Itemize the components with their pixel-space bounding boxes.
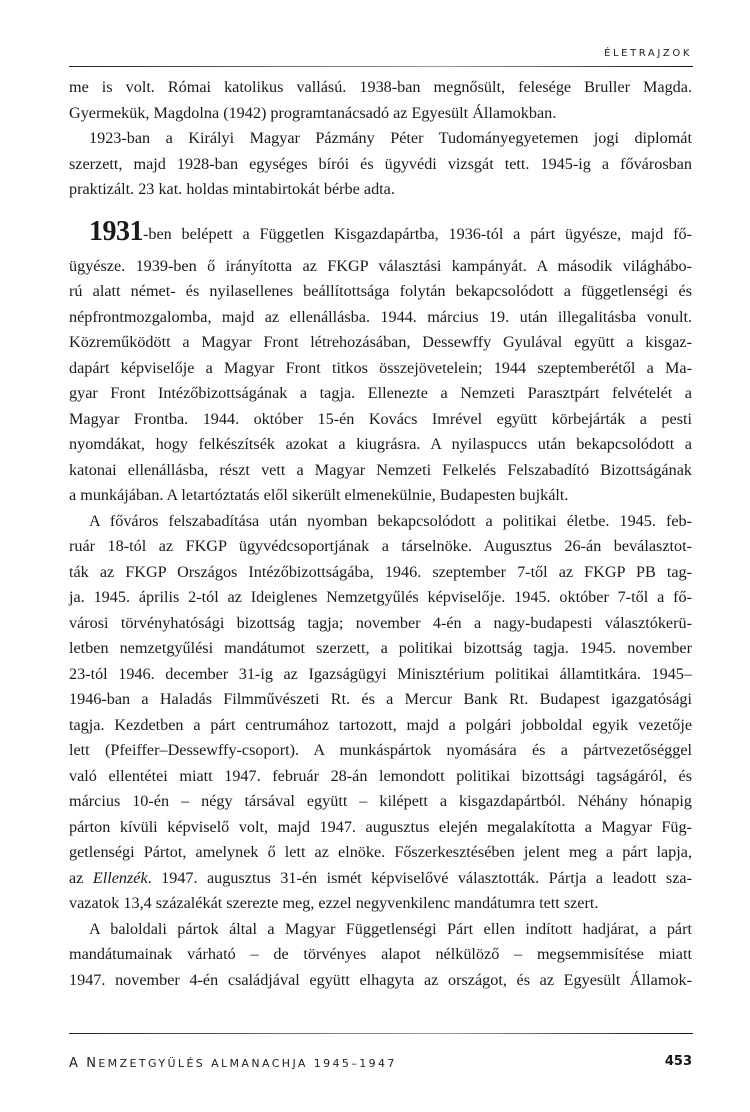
paragraph-postwar (69, 509, 692, 917)
footer-initial-n: N (86, 1056, 99, 1071)
paragraph-gap (69, 203, 692, 218)
text-line: vazatok 13,4 százalékát szerezte meg, ezzel negyvenkilenc mandátumra tett szert. (69, 894, 599, 912)
paragraph-education (69, 126, 692, 203)
text-line: 1923-ban a Királyi Magyar Pázmány Péter Tudományegyetemen jogi diplomát (89, 129, 692, 147)
text-line: nyomdákat, hogy felkészítsék azokat a kiugrásra. A nyilaspuccs után bekapcsolódott a (69, 435, 692, 453)
text-line: me is volt. Római katolikus vallású. 1938-ban megnősült, felesége Bruller Magda. (69, 78, 692, 96)
text-line: a munkájában. A letartóztatás elől sikerült elmenekülnie, Budapesten bujkált. (69, 486, 569, 504)
footer-initial-a: A (69, 1056, 81, 1071)
page-number: 453 (664, 1054, 692, 1069)
text-line: ügyésze. 1939-ben ő irányította az FKGP választási kampányát. A második világhábo- (69, 256, 692, 275)
text-fragment: az (69, 868, 93, 887)
newspaper-title: Ellenzék (92, 868, 148, 887)
text-line: ták az FKGP Országos Intézőbizottságába, 1946. szeptember 7-től az FKGP PB tag- (69, 562, 692, 581)
lead-year: 1931 (89, 215, 143, 247)
text-line: getlenségi Pártot, amelynek ő lett az elnöke. Főszerkesztésében jelent meg a párt lapja, (69, 843, 692, 861)
text-line: Magyar Frontba. 1944. október 15-én Kovács Imrével együtt körbejárták a pesti (69, 409, 692, 428)
biography-text (69, 75, 692, 993)
text-line: tagja. Kezdetben a párt centrumához tartozott, majd a polgári jobboldal egyik vezetője (69, 715, 692, 734)
text-line: gyar Front Intézőbizottságának a tagja. Ellenezte a Nemzeti Parasztpárt felvételét a (69, 384, 692, 402)
text-line: rú alatt német- és nyilasellenes beállítottsága folytán bekapcsolódott a függetlenségi és (69, 282, 692, 300)
text-line: városi törvényhatósági bizottság tagja; november 4-én a nagy-budapesti választókerü- (69, 613, 692, 632)
text-line: dapárt képviselője a Magyar Front titkos összejövetelein; 1944 szeptemberétől a Ma- (69, 358, 692, 377)
running-head: ÉLETRAJZOK (604, 48, 692, 59)
text-line: szerzett, majd 1928-ban egységes bírói és ügyvédi vizsgát tett. 1945-ig a fővárosban (69, 154, 692, 173)
text-line: párton kívüli képviselő volt, majd 1947. augusztus elején megalakította a Magyar Füg- (69, 817, 692, 836)
text-line: Gyermekük, Magdolna (1942) programtanácsadó az Egyesült Államokban. (69, 103, 557, 122)
footer-title-rest: EMZETGYÜLÉS ALMANACHJA 1945–1947 (98, 1057, 397, 1070)
text-line: lett (Pfeiffer–Dessewffy-csoport). A munkáspártok nyomására és a pártvezetőséggel (69, 741, 692, 759)
text-line-lead (69, 215, 692, 254)
text-line-with-italic (69, 866, 692, 892)
paragraph-emigration (69, 917, 692, 994)
text-line: való ellentétei miatt 1947. február 28-án lemondott politikai bizottsági tagságáról, és (69, 766, 692, 785)
text-line: praktizált. 23 kat. holdas mintabirtokát bérbe adta. (69, 180, 395, 198)
text-line: március 10-én – négy társával együtt – kilépett a kisgazdapártból. Néhány hónapig (69, 792, 692, 810)
book-title-footer (69, 1056, 397, 1071)
footer-rule (69, 1033, 693, 1034)
text-fragment: . 1947. augusztus 31-én ismét képviselővé választották. Pártja a leadott sza- (147, 868, 692, 887)
text-line: A főváros felszabadítása után nyomban bekapcsolódott a politikai életbe. 1945. feb- (89, 511, 692, 530)
paragraph-1931 (69, 215, 692, 509)
text-line: 1947. november 4-én családjával együtt elhagyta az országot, és az Egyesült Államok- (69, 970, 692, 989)
text-line: mandátumainak várható – de törvényes alapot nélkülöző – megsemmisítése miatt (69, 945, 692, 963)
paragraph-continuation (69, 75, 692, 126)
text-line: letben nemzetgyűlési mandátumot szerzett, a politikai bizottság tagja. 1945. november (69, 639, 692, 657)
header-rule (69, 66, 693, 67)
text-line: 1946-ban a Haladás Filmművészeti Rt. és a Mercur Bank Rt. Budapest igazgatósági (69, 690, 692, 708)
text-line: Közreműködött a Magyar Front létrehozásában, Dessewffy Gyulával együtt a kisgaz- (69, 333, 692, 351)
lead-line-text: -ben belépett a Független Kisgazdapártba, 1936-tól a párt ügyésze, majd fő- (143, 224, 692, 243)
text-line: ja. 1945. április 2-tól az Ideiglenes Nemzetgyűlés képviselője. 1945. október 7-től a fő- (69, 588, 692, 606)
text-line: népfrontmozgalomba, majd az ellenállásba. 1944. március 19. után illegalitásba vonult. (69, 307, 692, 326)
text-line: 23-tól 1946. december 31-ig az Igazságügyi Minisztérium politikai államtitkára. 1945– (69, 664, 692, 683)
text-line: A baloldali pártok által a Magyar Függetlenségi Párt ellen indított hadjárat, a párt (89, 919, 692, 938)
text-line: ruár 18-tól az FKGP ügyvédcsoportjának a társelnöke. Augusztus 26-án beválasztot- (69, 537, 692, 555)
text-line: katonai ellenállásba, részt vett a Magyar Nemzeti Felkelés Felszabadító Bizottságának (69, 460, 692, 479)
